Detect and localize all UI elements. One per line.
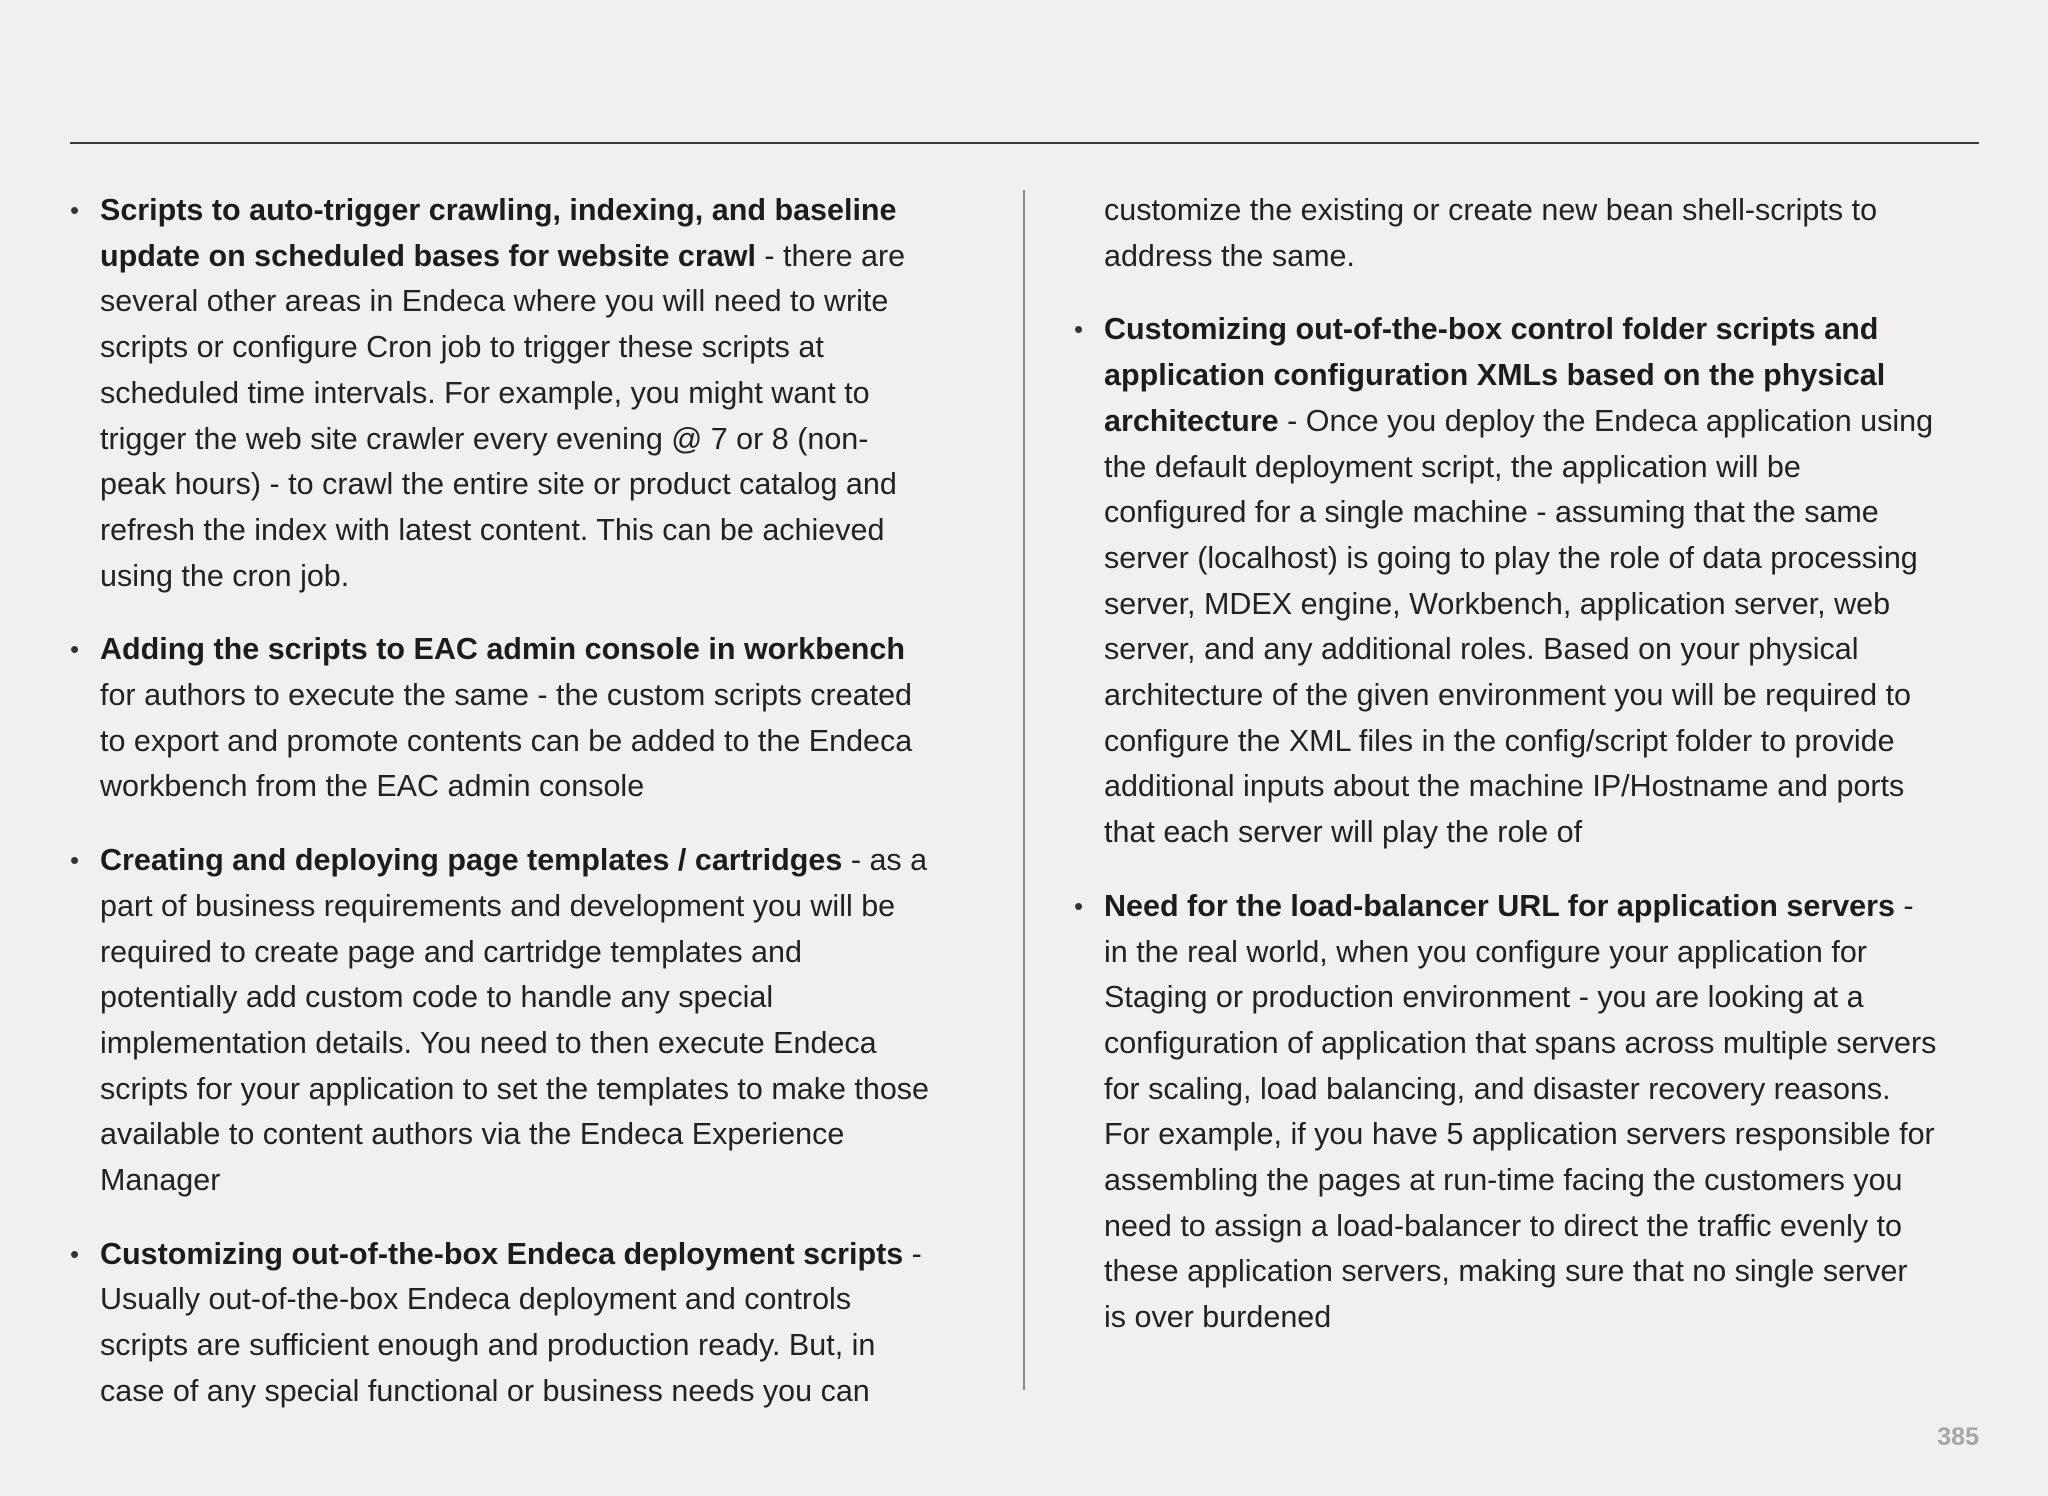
text-line [100,554,995,600]
text-line [1104,234,1984,280]
bullet-item [70,188,995,599]
bold-heading-text: Customizing out-of-the-box control folder scripts and [1104,312,1879,347]
header-rule [70,142,1979,144]
body-text: workbench from the EAC admin console [100,769,645,804]
text-line [100,1158,995,1204]
bold-heading-text: Creating and deploying page templates / cartridges [100,843,843,878]
text-line [100,884,995,930]
bold-heading-text: update on scheduled bases for website crawl [100,238,756,273]
text-line [100,1112,995,1158]
text-line [100,279,995,325]
text-line [100,975,995,1021]
bullet-item [70,1232,995,1415]
bold-heading-text: architecture [1104,403,1279,438]
body-text: peak hours) - to crawl the entire site or product catalog and [100,467,897,502]
column-divider [1023,190,1025,1390]
bold-heading-text: application configuration XMLs based on the physical [1104,358,1886,393]
body-text: scripts for your application to set the templates to make those [100,1071,929,1106]
text-line [1104,719,1984,765]
text-line [100,1323,995,1369]
body-text: for authors to execute the same - the custom scripts created [100,678,913,713]
bullet-icon: • [70,1238,80,1269]
body-text: architecture of the given environment you will be required to [1104,678,1911,713]
body-text: case of any special functional or business needs you can [100,1373,870,1408]
body-text: - Once you deploy the Endeca application using [1278,403,1934,438]
body-text: additional inputs about the machine IP/Hostname and ports [1104,769,1905,804]
body-text: Staging or production environment - you are looking at a [1104,980,1864,1015]
text-line [1104,627,1984,673]
body-text: server (localhost) is going to play the role of data processing [1104,540,1918,575]
body-text: - [903,1236,922,1271]
body-text: trigger the web site crawler every evening @ 7 or 8 (non- [100,421,869,456]
text-line [100,325,995,371]
body-text: is over burdened [1104,1300,1332,1335]
continued-paragraph [1074,188,1984,279]
bold-heading-text: Need for the load-balancer URL for application servers [1104,888,1895,923]
page-number: 385 [1937,1423,1979,1451]
text-line [100,627,995,673]
text-line [1104,930,1984,976]
body-text: that each server will play the role of [1104,815,1583,850]
body-text: to export and promote contents can be added to the Endeca [100,723,913,758]
body-text: for scaling, load balancing, and disaster recovery reasons. [1104,1071,1891,1106]
text-line [1104,307,1984,353]
body-text: implementation details. You need to then execute Endeca [100,1025,877,1060]
body-text: using the cron job. [100,558,350,593]
text-line [1104,399,1984,445]
bullet-item [70,838,995,1204]
text-line [100,417,995,463]
text-line [100,462,995,508]
text-line [100,1369,995,1415]
body-text: the default deployment script, the application will be [1104,449,1801,484]
text-line [1104,1067,1984,1113]
body-text: several other areas in Endeca where you will need to write [100,284,889,319]
text-line [1104,810,1984,856]
body-text: address the same. [1104,238,1355,273]
body-text: Manager [100,1163,221,1198]
body-text: - there are [755,238,906,273]
text-line [1104,490,1984,536]
body-text: configure the XML files in the config/script folder to provide [1104,723,1895,758]
body-text: scripts are sufficient enough and production ready. But, in [100,1328,876,1363]
left-column [70,188,995,1443]
text-line [100,1021,995,1067]
bullet-icon: • [70,195,80,225]
text-line [1104,1021,1984,1067]
text-line [1104,582,1984,628]
body-text: configuration of application that spans across multiple servers [1104,1025,1937,1060]
text-line [100,234,995,280]
body-text: in the real world, when you configure your application for [1104,934,1867,969]
body-text: scripts or configure Cron job to trigger these scripts at [100,330,824,365]
text-line [1104,1112,1984,1158]
bullet-icon: • [70,845,80,876]
text-line [100,719,995,765]
bullet-item [1074,884,1984,1341]
text-line [100,188,995,234]
body-text: refresh the index with latest content. This can be achieved [100,512,885,547]
bold-heading-text: Customizing out-of-the-box Endeca deployment scripts [100,1236,904,1271]
text-line [100,764,995,810]
text-line [100,508,995,554]
body-text: configured for a single machine - assuming that the same [1104,495,1879,530]
bullet-icon: • [1074,314,1084,345]
text-line [1104,975,1984,1021]
text-line [100,1232,995,1278]
text-line [1104,188,1984,234]
bullet-icon: • [1074,890,1084,921]
text-line [100,673,995,719]
bullet-item [1074,307,1984,855]
text-line [100,1067,995,1113]
text-line [100,371,995,417]
body-text: server, MDEX engine, Workbench, application server, web [1104,586,1891,621]
bold-heading-text: Adding the scripts to EAC admin console in workbench [100,632,905,667]
text-line [100,930,995,976]
body-text: scheduled time intervals. For example, you might want to [100,375,870,410]
body-text: need to assign a load-balancer to direct the traffic evenly to [1104,1208,1903,1243]
body-text: these application servers, making sure that no single server [1104,1254,1908,1289]
body-text: potentially add custom code to handle any special [100,980,774,1015]
text-line [1104,445,1984,491]
body-text: part of business requirements and development you will be [100,888,896,923]
bold-heading-text: Scripts to auto-trigger crawling, indexing, and baseline [100,193,897,227]
body-text: customize the existing or create new bean shell-scripts to [1104,193,1878,227]
text-line [1104,884,1984,930]
bullet-item [70,627,995,810]
body-text: - as a [842,843,928,878]
text-line [1104,1158,1984,1204]
right-column [1074,188,1984,1369]
text-line [1104,764,1984,810]
text-line [100,1277,995,1323]
text-line [100,838,995,884]
text-line [1104,536,1984,582]
body-text: required to create page and cartridge templates and [100,934,802,969]
text-line [1104,1204,1984,1250]
body-text: server, and any additional roles. Based on your physical [1104,632,1859,667]
body-text: For example, if you have 5 application servers responsible for [1104,1117,1935,1152]
body-text: assembling the pages at run-time facing the customers you [1104,1163,1903,1198]
body-text: available to content authors via the Endeca Experience [100,1117,845,1152]
text-line [1104,1295,1984,1341]
text-line [1104,353,1984,399]
text-line [1104,1249,1984,1295]
body-text: Usually out-of-the-box Endeca deployment and controls [100,1282,852,1317]
text-line [1104,673,1984,719]
bullet-icon: • [70,634,80,665]
body-text: - [1894,888,1914,923]
